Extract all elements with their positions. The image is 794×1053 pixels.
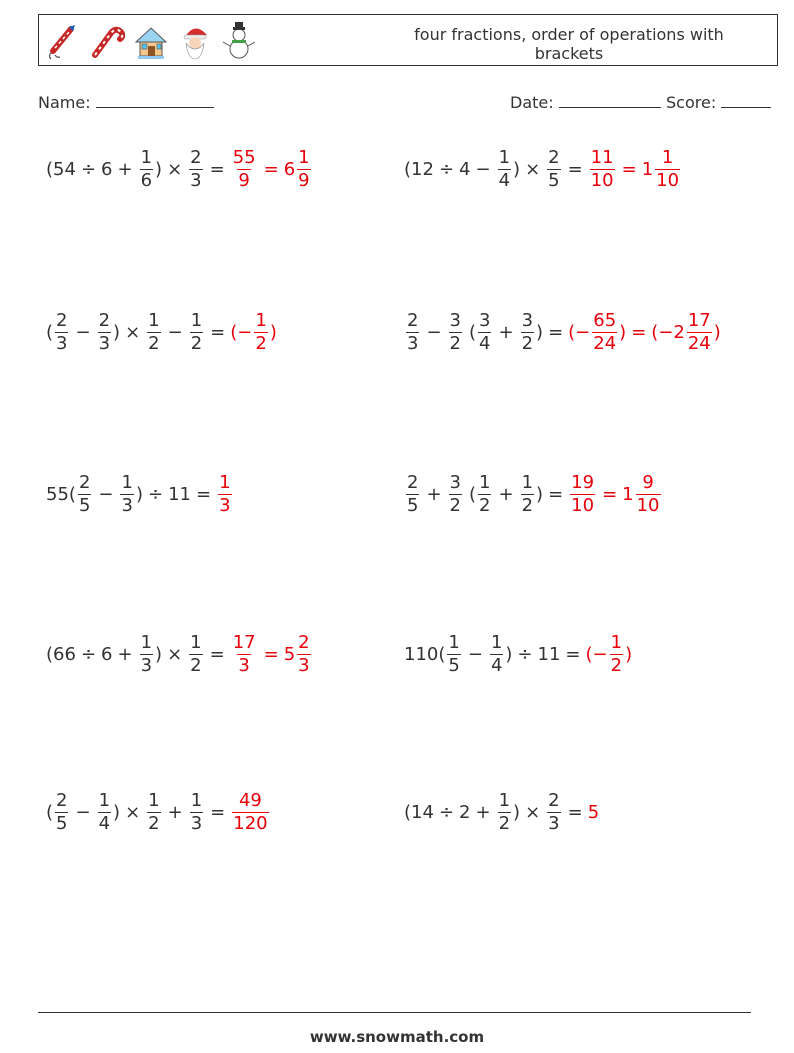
- math-token: =: [209, 643, 225, 665]
- denominator: 2: [255, 332, 267, 354]
- answer: [216, 473, 233, 516]
- math-token: ): [536, 321, 544, 343]
- math-token: ×: [125, 321, 141, 343]
- math-token: ÷: [80, 643, 97, 665]
- math-token: ): [155, 643, 163, 665]
- problem-2: [404, 139, 682, 199]
- math-token: +: [498, 321, 514, 343]
- date-field: [510, 93, 661, 112]
- denominator: 10: [590, 169, 614, 191]
- numerator: 1: [98, 789, 111, 811]
- math-token: ): [135, 483, 143, 505]
- fraction: [610, 633, 623, 676]
- math-token: 55(: [46, 483, 76, 505]
- fraction: [547, 791, 560, 834]
- numerator: 2: [78, 471, 91, 493]
- math-token: +: [167, 801, 183, 823]
- answer: [230, 633, 313, 676]
- math-token: =: [263, 158, 279, 180]
- fraction: [478, 311, 491, 354]
- problem-4: [404, 302, 721, 362]
- math-token: 5: [283, 643, 296, 665]
- fraction: [592, 311, 617, 354]
- numerator: 2: [98, 309, 111, 331]
- math-token: =: [548, 483, 564, 505]
- denominator: 3: [238, 654, 250, 676]
- fraction: [521, 473, 534, 516]
- numerator: 1: [521, 471, 534, 493]
- denominator: 3: [140, 654, 153, 676]
- santa-icon: [177, 21, 213, 61]
- denominator: 2: [190, 654, 202, 676]
- math-token: 5: [587, 801, 600, 823]
- numerator: 2: [190, 146, 202, 168]
- math-token: −: [426, 321, 442, 343]
- problem-10: [404, 782, 599, 842]
- math-token: 110(: [404, 643, 446, 665]
- math-token: ): [536, 483, 544, 505]
- math-token: +: [117, 158, 133, 180]
- math-token: ×: [125, 801, 141, 823]
- math-token: =: [210, 321, 226, 343]
- math-token: =: [621, 158, 637, 180]
- math-token: ÷: [438, 801, 455, 823]
- denominator: 10: [636, 494, 660, 516]
- score-blank: [721, 93, 771, 108]
- math-token: 11: [168, 483, 191, 505]
- fraction: [636, 473, 661, 516]
- math-token: (: [469, 321, 477, 343]
- fraction: [120, 473, 133, 516]
- math-token: ): [505, 643, 513, 665]
- math-token: =: [195, 483, 212, 505]
- denominator: 24: [593, 332, 617, 354]
- denominator: 10: [656, 169, 680, 191]
- fraction: [232, 791, 268, 834]
- answer: [568, 311, 721, 354]
- numerator: 2: [548, 789, 560, 811]
- math-token: ÷: [80, 158, 97, 180]
- math-token: ÷: [147, 483, 164, 505]
- fraction: [189, 148, 202, 191]
- math-token: +: [498, 483, 514, 505]
- denominator: 10: [571, 494, 595, 516]
- fraction: [55, 311, 68, 354]
- math-token: 1: [622, 483, 634, 505]
- numerator: 17: [232, 631, 256, 653]
- fraction: [98, 311, 111, 354]
- numerator: 9: [642, 471, 654, 493]
- header-icons: [45, 19, 257, 63]
- fraction: [521, 311, 534, 354]
- math-token: ×: [525, 158, 541, 180]
- fraction: [449, 473, 462, 516]
- denominator: 2: [498, 812, 511, 834]
- score-label: Score:: [666, 93, 717, 112]
- math-token: −: [167, 321, 183, 343]
- math-token: =: [567, 158, 583, 180]
- numerator: 49: [238, 789, 262, 811]
- fraction: [498, 791, 511, 834]
- math-token: =: [631, 321, 647, 343]
- math-token: 1: [641, 158, 654, 180]
- numerator: 3: [449, 471, 461, 493]
- denominator: 3: [548, 812, 560, 834]
- math-token: (: [46, 321, 54, 343]
- denominator: 2: [190, 332, 203, 354]
- numerator: 3: [479, 309, 491, 331]
- numerator: 1: [140, 631, 153, 653]
- math-token: (54: [46, 158, 76, 180]
- fraction: [478, 473, 491, 516]
- numerator: 1: [219, 471, 231, 493]
- problem-9: [46, 782, 271, 842]
- math-token: 6: [101, 158, 113, 180]
- numerator: 65: [593, 309, 617, 331]
- numerator: 2: [407, 471, 419, 493]
- numerator: 11: [590, 146, 614, 168]
- math-token: ×: [525, 801, 541, 823]
- fraction: [140, 148, 153, 191]
- denominator: 9: [298, 169, 310, 191]
- math-token: ): [513, 158, 521, 180]
- denominator: 4: [479, 332, 491, 354]
- fraction: [98, 791, 111, 834]
- denominator: 4: [498, 169, 511, 191]
- denominator: 4: [490, 654, 503, 676]
- numerator: 1: [498, 146, 511, 168]
- denominator: 120: [233, 812, 268, 834]
- fraction: [55, 791, 68, 834]
- denominator: 2: [148, 332, 160, 354]
- numerator: 1: [255, 309, 267, 331]
- math-token: (14: [404, 801, 434, 823]
- math-token: ): [155, 158, 163, 180]
- numerator: 1: [140, 146, 153, 168]
- denominator: 2: [521, 332, 534, 354]
- fraction: [218, 473, 231, 516]
- answer: [230, 148, 313, 191]
- math-token: (66: [46, 643, 76, 665]
- fraction: [590, 148, 615, 191]
- answer: [588, 802, 599, 823]
- fraction: [189, 633, 202, 676]
- math-token: (−: [568, 321, 591, 343]
- numerator: 1: [498, 789, 511, 811]
- numerator: 1: [148, 789, 160, 811]
- footer-divider: [38, 1012, 751, 1013]
- numerator: 1: [190, 631, 202, 653]
- math-token: ): [619, 321, 627, 343]
- numerator: 2: [548, 146, 560, 168]
- math-token: (−: [230, 321, 253, 343]
- math-token: =: [548, 321, 564, 343]
- denominator: 3: [190, 169, 202, 191]
- name-field: [38, 93, 214, 112]
- denominator: 5: [548, 169, 560, 191]
- answer: [588, 148, 682, 191]
- denominator: 5: [407, 494, 419, 516]
- fraction: [190, 791, 203, 834]
- name-label: Name:: [38, 93, 91, 112]
- fraction: [147, 791, 160, 834]
- problem-6: [404, 464, 663, 524]
- fraction: [498, 148, 511, 191]
- denominator: 3: [407, 332, 419, 354]
- answer: [586, 633, 633, 676]
- math-token: (: [469, 483, 477, 505]
- denominator: 3: [190, 812, 203, 834]
- denominator: 2: [610, 654, 623, 676]
- denominator: 3: [298, 654, 310, 676]
- math-token: (−2: [651, 321, 685, 343]
- denominator: 5: [448, 654, 460, 676]
- answer: [230, 311, 277, 354]
- math-token: 2: [459, 801, 471, 823]
- denominator: 9: [238, 169, 250, 191]
- math-token: ÷: [438, 158, 455, 180]
- numerator: 3: [449, 309, 461, 331]
- denominator: 2: [449, 332, 461, 354]
- name-blank: [96, 93, 214, 108]
- problem-3: [46, 302, 277, 362]
- fraction: [78, 473, 91, 516]
- math-token: −: [98, 483, 114, 505]
- fraction: [655, 148, 680, 191]
- math-token: +: [426, 483, 442, 505]
- numerator: 1: [190, 789, 203, 811]
- math-token: 6: [283, 158, 296, 180]
- snowman-icon: [221, 21, 257, 61]
- fraction: [449, 311, 462, 354]
- numerator: 1: [190, 309, 203, 331]
- math-token: =: [263, 643, 279, 665]
- numerator: 17: [687, 309, 711, 331]
- snowy-house-icon: [133, 21, 169, 61]
- fraction: [570, 473, 595, 516]
- numerator: 2: [298, 631, 310, 653]
- fraction: [254, 311, 267, 354]
- fraction: [232, 148, 257, 191]
- denominator: 6: [140, 169, 153, 191]
- denominator: 24: [687, 332, 711, 354]
- fraction: [147, 311, 160, 354]
- denominator: 3: [121, 494, 133, 516]
- math-token: ): [113, 801, 121, 823]
- numerator: 1: [610, 631, 623, 653]
- denominator: 2: [148, 812, 160, 834]
- fraction: [297, 148, 310, 191]
- date-label: Date:: [510, 93, 554, 112]
- math-token: ): [713, 321, 721, 343]
- numerator: 2: [56, 789, 68, 811]
- math-token: ÷: [517, 643, 533, 665]
- worksheet-header: [38, 14, 778, 66]
- fraction: [406, 311, 419, 354]
- problem-1: [46, 139, 313, 199]
- numerator: 19: [571, 471, 595, 493]
- math-token: =: [567, 801, 583, 823]
- math-token: =: [209, 158, 225, 180]
- math-token: =: [602, 483, 618, 505]
- math-token: −: [475, 158, 491, 180]
- numerator: 1: [448, 631, 460, 653]
- math-token: ): [269, 321, 277, 343]
- math-token: 11: [537, 643, 561, 665]
- answer: [568, 473, 662, 516]
- fraction: [687, 311, 712, 354]
- math-token: ×: [167, 643, 183, 665]
- math-token: +: [117, 643, 133, 665]
- fraction: [490, 633, 503, 676]
- math-token: =: [565, 643, 581, 665]
- problem-5: [46, 464, 234, 524]
- fraction: [447, 633, 460, 676]
- candy-cane-icon: [89, 21, 125, 61]
- numerator: 1: [490, 631, 503, 653]
- numerator: 1: [121, 471, 133, 493]
- denominator: 2: [479, 494, 491, 516]
- math-token: ×: [167, 158, 183, 180]
- math-token: +: [475, 801, 491, 823]
- math-token: ): [625, 643, 633, 665]
- math-token: −: [75, 801, 91, 823]
- numerator: 2: [407, 309, 419, 331]
- numerator: 1: [661, 146, 674, 168]
- math-token: =: [210, 801, 226, 823]
- worksheet-title: four fractions, order of operations with brackets: [414, 25, 724, 63]
- numerator: 3: [521, 309, 534, 331]
- denominator: 5: [78, 494, 91, 516]
- math-token: (: [46, 801, 54, 823]
- numerator: 55: [232, 146, 256, 168]
- fraction: [190, 311, 203, 354]
- fraction: [232, 633, 257, 676]
- math-token: ): [513, 801, 521, 823]
- fraction: [140, 633, 153, 676]
- score-field: [666, 93, 771, 112]
- denominator: 3: [219, 494, 231, 516]
- numerator: 1: [298, 146, 310, 168]
- math-token: −: [75, 321, 91, 343]
- problem-7: [46, 624, 313, 684]
- fraction: [406, 473, 419, 516]
- firework-rocket-icon: [45, 21, 81, 61]
- numerator: 2: [56, 309, 68, 331]
- math-token: 6: [101, 643, 113, 665]
- math-token: −: [467, 643, 483, 665]
- math-token: ): [113, 321, 121, 343]
- fraction: [547, 148, 560, 191]
- denominator: 2: [449, 494, 461, 516]
- numerator: 1: [479, 471, 491, 493]
- answer: [230, 791, 270, 834]
- denominator: 4: [98, 812, 111, 834]
- denominator: 2: [521, 494, 534, 516]
- math-token: (12: [404, 158, 434, 180]
- math-token: (−: [585, 643, 608, 665]
- math-token: 4: [459, 158, 471, 180]
- date-blank: [559, 93, 661, 108]
- denominator: 3: [56, 332, 68, 354]
- denominator: 5: [56, 812, 68, 834]
- numerator: 1: [148, 309, 160, 331]
- problem-8: [404, 624, 632, 684]
- fraction: [297, 633, 310, 676]
- footer-site: www.snowmath.com: [309, 1028, 485, 1046]
- denominator: 3: [98, 332, 111, 354]
